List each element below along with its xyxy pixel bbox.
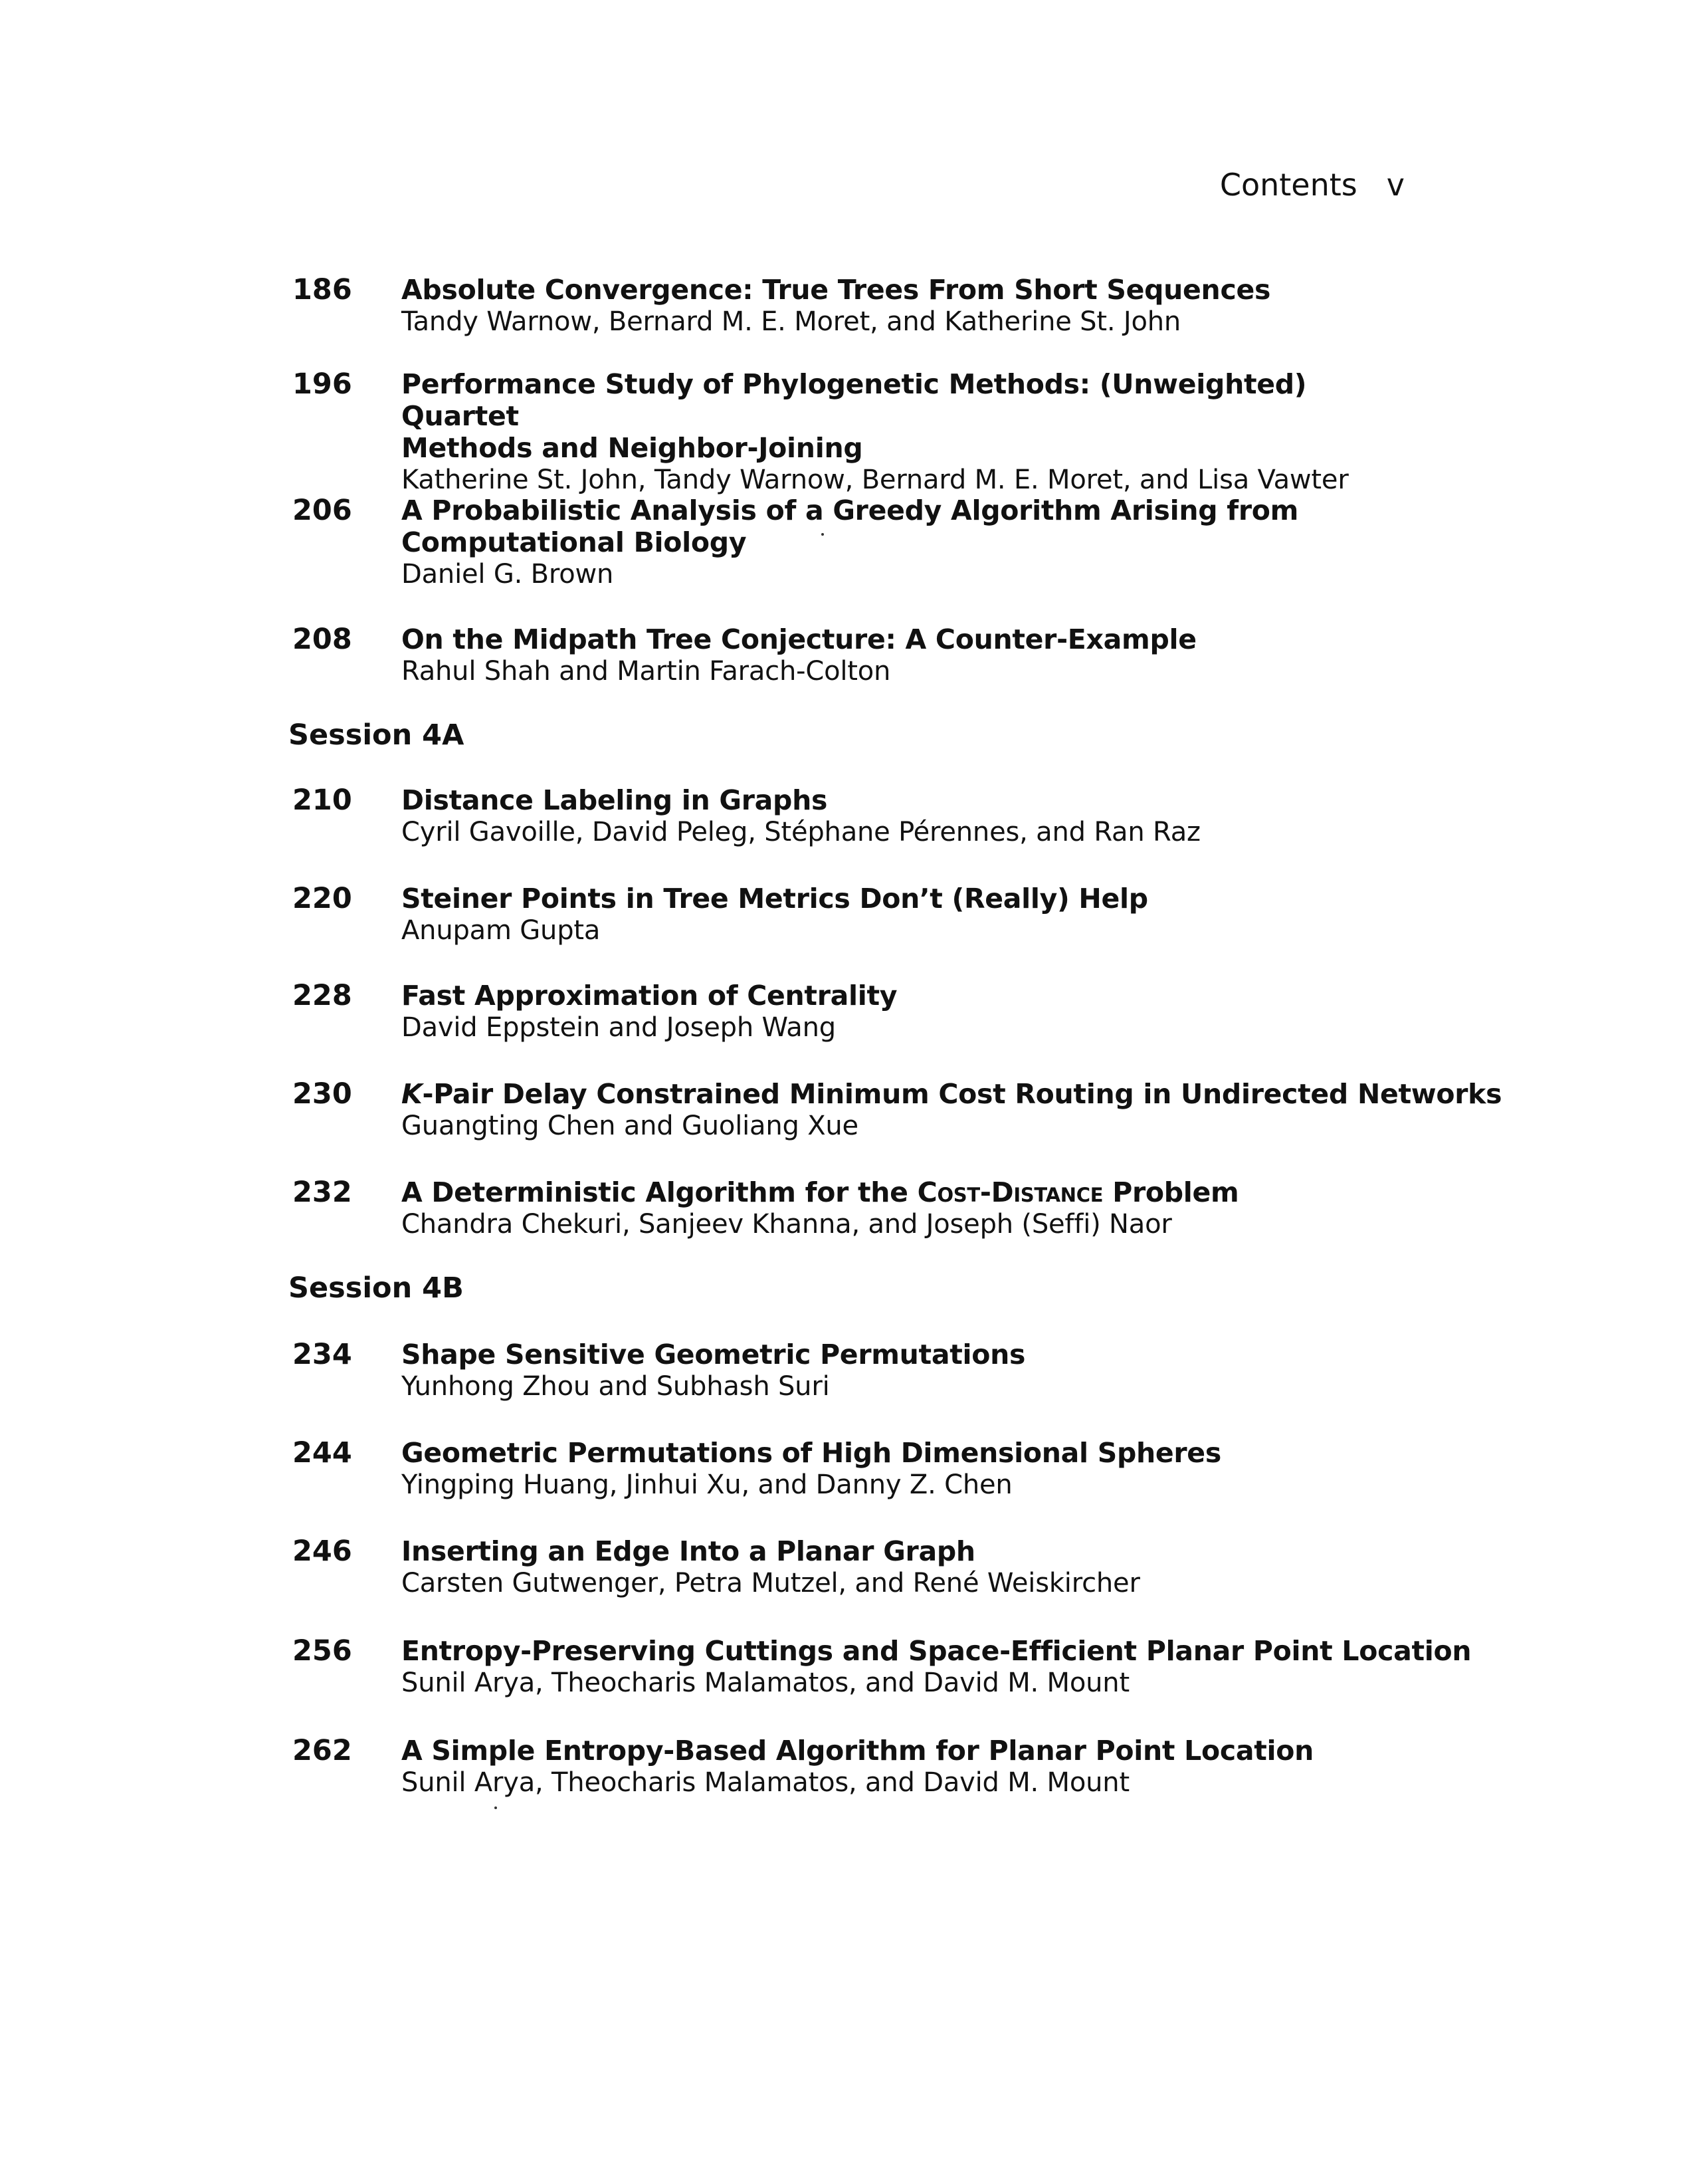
entry-body bbox=[401, 368, 1425, 496]
entry-authors: Anupam Gupta bbox=[401, 915, 601, 946]
entry-authors: Carsten Gutwenger, Petra Mutzel, and René Weiskircher bbox=[401, 1568, 1140, 1598]
entry-authors: Cyril Gavoille, David Peleg, Stéphane Pérennes, and Ran Raz bbox=[401, 817, 1201, 847]
entry-title-pre: A Deterministic Algorithm for the bbox=[401, 1176, 918, 1208]
entry-authors: Rahul Shah and Martin Farach-Colton bbox=[401, 656, 891, 687]
entry-authors: Sunil Arya, Theocharis Malamatos, and David M. Mount bbox=[401, 1767, 1130, 1798]
entry-body bbox=[401, 1078, 1502, 1142]
entry-title: Distance Labeling in Graphs bbox=[401, 784, 828, 816]
entry-body bbox=[401, 1635, 1472, 1699]
entry-page-number: 244 bbox=[292, 1436, 352, 1470]
entry-title: Geometric Permutations of High Dimensional Spheres bbox=[401, 1437, 1221, 1469]
entry-body bbox=[401, 980, 1425, 1043]
entry-body bbox=[401, 1437, 1425, 1501]
entry-authors: Yunhong Zhou and Subhash Suri bbox=[401, 1371, 830, 1402]
entry-authors: Yingping Huang, Jinhui Xu, and Danny Z. Chen bbox=[401, 1470, 1013, 1500]
session-heading: Session 4B bbox=[288, 1271, 464, 1305]
entry-body bbox=[401, 274, 1425, 338]
session-heading: Session 4A bbox=[288, 718, 464, 752]
entry-body bbox=[401, 1535, 1425, 1599]
entry-page-number: 230 bbox=[292, 1077, 352, 1111]
entry-page-number: 256 bbox=[292, 1634, 352, 1668]
entry-authors: Tandy Warnow, Bernard M. E. Moret, and Katherine St. John bbox=[401, 306, 1181, 337]
entry-title: Shape Sensitive Geometric Permutations bbox=[401, 1339, 1026, 1370]
running-head bbox=[1220, 165, 1405, 205]
entry-title-smallcaps: Cost-Distance bbox=[917, 1176, 1104, 1208]
entry-page-number: 220 bbox=[292, 882, 352, 915]
entry-body bbox=[401, 494, 1425, 590]
entry-title: Fast Approximation of Centrality bbox=[401, 980, 898, 1012]
entry-page-number: 234 bbox=[292, 1338, 352, 1371]
entry-body bbox=[401, 623, 1425, 687]
entry-title bbox=[401, 1078, 1502, 1110]
entry-page-number: 262 bbox=[292, 1734, 352, 1767]
entry-authors: Daniel G. Brown bbox=[401, 559, 614, 590]
scan-speck bbox=[821, 533, 824, 536]
entry-title: Inserting an Edge Into a Planar Graph bbox=[401, 1535, 975, 1567]
entry-title: A Probabilistic Analysis of a Greedy Algorithm Arising from Computational Biology bbox=[401, 494, 1299, 558]
entry-page-number: 232 bbox=[292, 1176, 352, 1209]
entry-authors: Sunil Arya, Theocharis Malamatos, and David M. Mount bbox=[401, 1668, 1130, 1698]
entry-page-number: 246 bbox=[292, 1535, 352, 1568]
entry-title: Steiner Points in Tree Metrics Don’t (Really) Help bbox=[401, 883, 1148, 915]
entry-title-post: Problem bbox=[1103, 1176, 1239, 1208]
running-head-title: Contents bbox=[1219, 167, 1357, 203]
entry-authors: Guangting Chen and Guoliang Xue bbox=[401, 1111, 858, 1141]
entry-page-number: 206 bbox=[292, 494, 352, 527]
entry-title bbox=[401, 1176, 1425, 1208]
entry-page-number: 186 bbox=[292, 273, 352, 306]
entry-title: Absolute Convergence: True Trees From Short Sequences bbox=[401, 274, 1271, 306]
scan-speck bbox=[494, 1806, 497, 1809]
entry-authors: Katherine St. John, Tandy Warnow, Bernard M. E. Moret, and Lisa Vawter bbox=[401, 465, 1349, 495]
entry-body bbox=[401, 784, 1425, 848]
entry-authors: Chandra Chekuri, Sanjeev Khanna, and Joseph (Seffi) Naor bbox=[401, 1209, 1172, 1240]
entry-body bbox=[401, 1339, 1425, 1402]
entry-title-italic-k: K bbox=[401, 1078, 423, 1110]
entry-title: A Simple Entropy-Based Algorithm for Planar Point Location bbox=[401, 1735, 1314, 1767]
entry-page-number: 196 bbox=[292, 368, 352, 401]
entry-title: Performance Study of Phylogenetic Methods: (Unweighted) Quartet Methods and Neighbor-Joining bbox=[401, 368, 1307, 464]
entry-title-rest: -Pair Delay Constrained Minimum Cost Routing in Undirected Networks bbox=[422, 1078, 1502, 1110]
entry-title: Entropy-Preserving Cuttings and Space-Efficient Planar Point Location bbox=[401, 1635, 1472, 1667]
entry-page-number: 208 bbox=[292, 623, 352, 656]
entry-title: On the Midpath Tree Conjecture: A Counter-Example bbox=[401, 623, 1197, 655]
entry-page-number: 210 bbox=[292, 784, 352, 817]
entry-body bbox=[401, 883, 1425, 946]
entry-body bbox=[401, 1735, 1425, 1799]
entry-page-number: 228 bbox=[292, 979, 352, 1012]
running-head-page-number: v bbox=[1386, 167, 1405, 203]
entry-body bbox=[401, 1176, 1425, 1240]
entry-authors: David Eppstein and Joseph Wang bbox=[401, 1012, 836, 1043]
